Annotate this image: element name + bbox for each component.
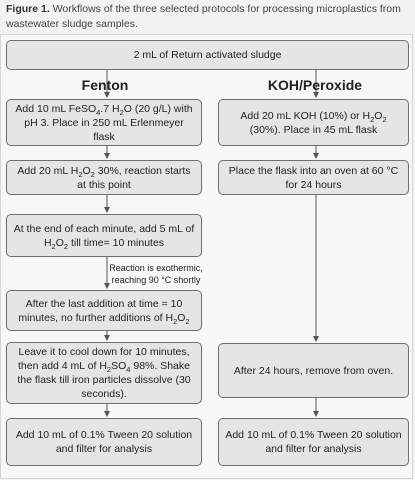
fenton-step-3 [6, 214, 202, 257]
koh-step-1-text: Add 20 mL KOH (10%) or $H_2O_2$ (30%). Place in 45 mL flask [240, 109, 387, 136]
koh-peroxide-heading: KOH/Peroxide [267, 77, 363, 93]
fenton-step-1-text: Add 10 mL FeSO$_4$.7 $H_2O$ (20 g/L) with pH 3. Place in 250 mL Erlenmeyer flask [15, 102, 193, 143]
koh-step-1 [218, 99, 409, 146]
caption-text: Workflows of the three selected protocols for processing microplastics from wastewater sludge samples. [6, 3, 401, 30]
fenton-step-5 [6, 342, 202, 404]
fenton-step-6-text: Add 10 mL of 0.1% Tween 20 solution and filter for analysis [15, 429, 193, 455]
top-box-label: 2 mL of Return activated sludge [133, 49, 282, 61]
caption-label: Figure 1. [6, 3, 50, 15]
fenton-step-1 [6, 99, 202, 146]
koh-step-3-text: After 24 hours, remove from oven. [233, 364, 394, 377]
koh-step-2 [218, 160, 409, 195]
fenton-step-4 [6, 290, 202, 331]
fenton-step-2 [6, 160, 202, 195]
fenton-step-6 [6, 418, 202, 466]
fenton-step-5-text: Leave it to cool down for 10 minutes, then add 4 mL of $H_2SO_4$ 98%. Shake the flask till iron particles dissolve (30 seconds). [17, 346, 191, 400]
fenton-heading: Fenton [81, 77, 129, 93]
koh-step-2-text: Place the flask into an oven at 60 °C for 24 hours [228, 164, 399, 191]
koh-step-4-text: Add 10 mL of 0.1% Tween 20 solution and filter for analysis [225, 429, 402, 455]
return-activated-sludge-box [6, 40, 409, 70]
exothermic-note: Reaction is exothermic, reaching 90 °C shortly [109, 263, 203, 285]
fenton-step-4-text: After the last addition at time = 10 minutes, no further additions of $H_2O_2$ [18, 297, 190, 326]
koh-step-3 [218, 343, 409, 398]
fenton-step-2-text: Add 20 mL $H_2O_2$ 30%, reaction starts at this point [17, 164, 191, 191]
fenton-step-3-text: At the end of each minute, add 5 mL of $H_2O_2$ till time= 10 minutes [13, 222, 195, 251]
koh-step-4 [218, 418, 409, 466]
